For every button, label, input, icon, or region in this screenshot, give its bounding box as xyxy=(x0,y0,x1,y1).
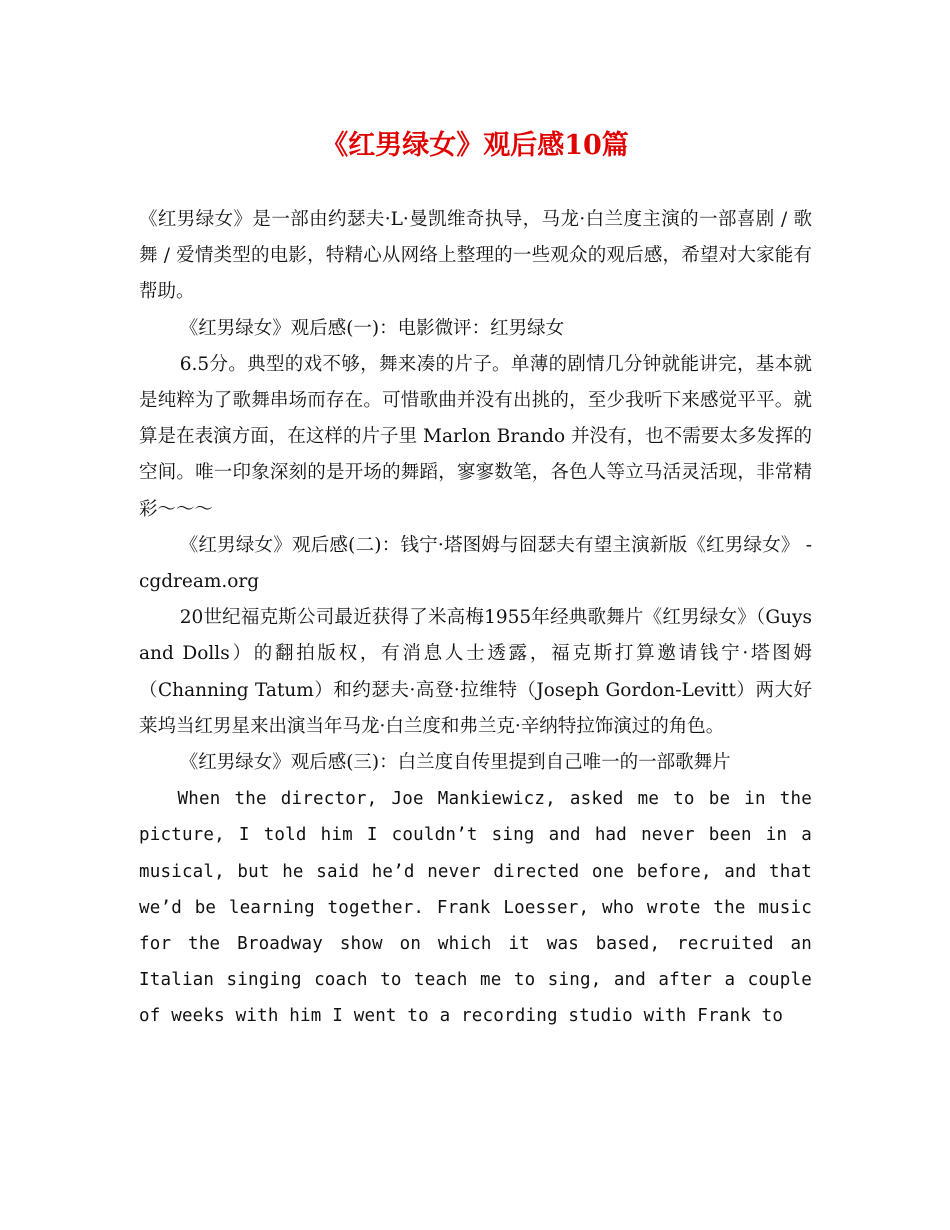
intro-paragraph: 《红男绿女》是一部由约瑟夫·L·曼凯维奇执导，马龙·白兰度主演的一部喜剧 / 歌舞 / 爱情类型的电影，特精心从网络上整理的一些观众的观后感，希望对大家能有帮助。 xyxy=(139,209,812,303)
review-paragraph-2: 20世纪福克斯公司最近获得了米高梅1955年经典歌舞片《红男绿女》（Guys and Dolls）的翻拍版权，有消息人士透露，福克斯打算邀请钱宁·塔图姆（Channing Tatum）和约瑟夫·高登·拉维特（Joseph Gordon-Levitt）两大好莱坞当红男星来出演当年马龙·白兰度和弗兰克·辛纳特拉饰演过的角色。 xyxy=(139,607,812,737)
english-quote-paragraph: When the director, Joe Mankiewicz, asked me to be in the picture, I told him I couldn’t sing and had never been in a musical, but he said he’d never directed one before, and that we’d be learning together. Frank Loesser, who wrote the music for the Broadway show on which it was based, recruited an Italian singing coach to teach me to sing, and after a couple of weeks with him I went to a recording studio with Frank to xyxy=(139,789,812,1027)
document-body xyxy=(139,202,812,1035)
review-paragraph-1: 6.5分。典型的戏不够，舞来凑的片子。单薄的剧情几分钟就能讲完，基本就是纯粹为了歌舞串场而存在。可惜歌曲并没有出挑的，至少我听下来感觉平平。就算是在表演方面，在这样的片子里 Marlon Brando 并没有，也不需要太多发挥的空间。唯一印象深刻的是开场的舞蹈，寥寥数笔，各色人等立马活灵活现，非常精彩～～～ xyxy=(139,353,812,520)
document-title: 《红男绿女》观后感10篇 xyxy=(321,130,629,161)
section-heading-3: 《红男绿女》观后感(三)：白兰度自传里提到自己唯一的一部歌舞片 xyxy=(179,752,731,774)
section-heading-2: 《红男绿女》观后感(二)：钱宁·塔图姆与囧瑟夫有望主演新版《红男绿女》 - cgdream.org xyxy=(139,534,812,593)
section-heading-1: 《红男绿女》观后感(一)：电影微评：红男绿女 xyxy=(179,317,565,339)
